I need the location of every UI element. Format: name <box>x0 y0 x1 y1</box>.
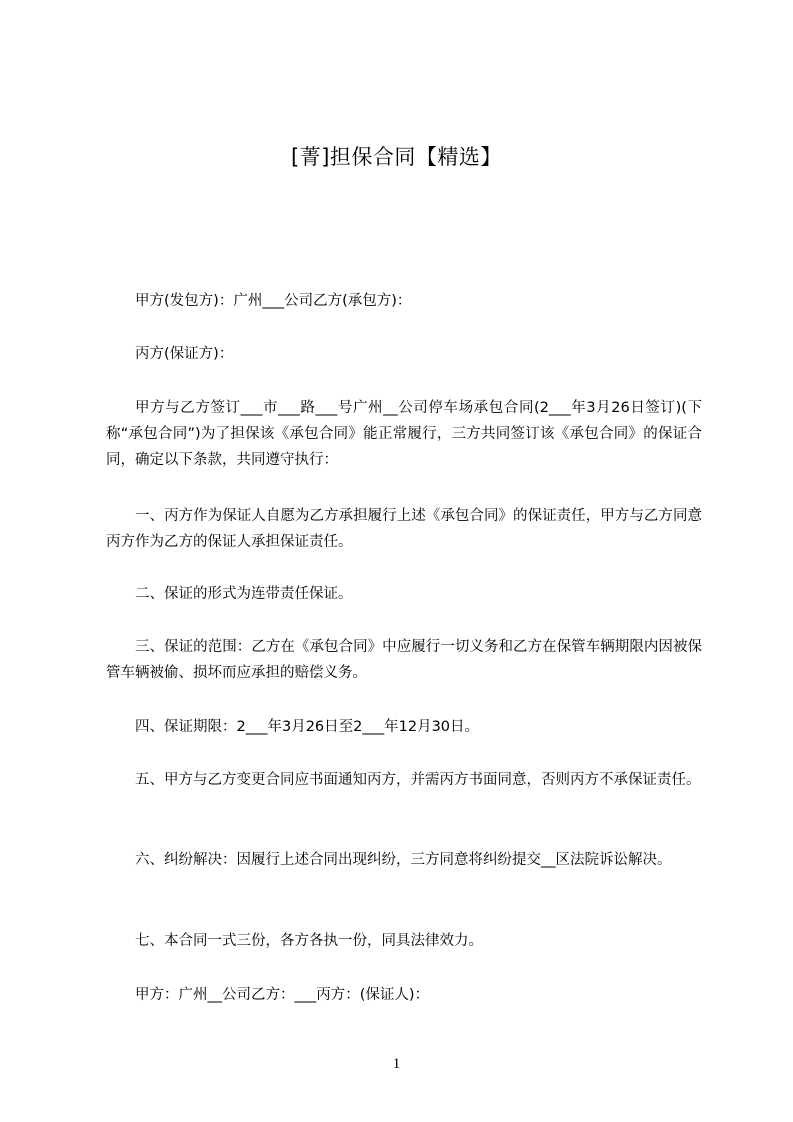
clause-2: 二、保证的形式为连带责任保证。 <box>135 586 353 602</box>
party-c-line: 丙方(保证方)： <box>135 346 234 362</box>
page-number: 1 <box>392 1056 401 1072</box>
clause-4: 四、保证期限：2___年3月26日至2___年12月30日。 <box>135 719 480 735</box>
document-title: [菁]担保合同【精选】 <box>291 145 502 169</box>
clause-5: 五、甲方与乙方变更合同应书面通知丙方，并需丙方书面同意，否则丙方不承保证责任。 <box>135 772 701 788</box>
clause-6: 六、纠纷解决：因履行上述合同出现纠纷，三方同意将纠纷提交__区法院诉讼解决。 <box>135 852 672 868</box>
signature-line: 甲方：广州__公司乙方：___丙方：(保证人)： <box>135 987 430 1003</box>
party-a-b-line: 甲方(发包方)：广州___公司乙方(承包方)： <box>135 293 412 309</box>
clause-3: 三、保证的范围：乙方在《承包合同》中应履行一切义务和乙方在保管车辆期限内因被保管车辆被偷、损坏而应承担的赔偿义务。 <box>106 639 702 681</box>
clause-1: 一、丙方作为保证人自愿为乙方承担履行上述《承包合同》的保证责任，甲方与乙方同意丙方作为乙方的保证人承担保证责任。 <box>106 508 702 550</box>
contract-preamble: 甲方与乙方签订___市___路___号广州__公司停车场承包合同(2___年3月26日签订)(下称“承包合同”)为了担保该《承包合同》能正常履行，三方共同签订该《承包合同》的保证合同，确定以下条款，共同遵守执行： <box>106 400 702 468</box>
clause-7: 七、本合同一式三份，各方各执一份，同具法律效力。 <box>135 933 483 949</box>
